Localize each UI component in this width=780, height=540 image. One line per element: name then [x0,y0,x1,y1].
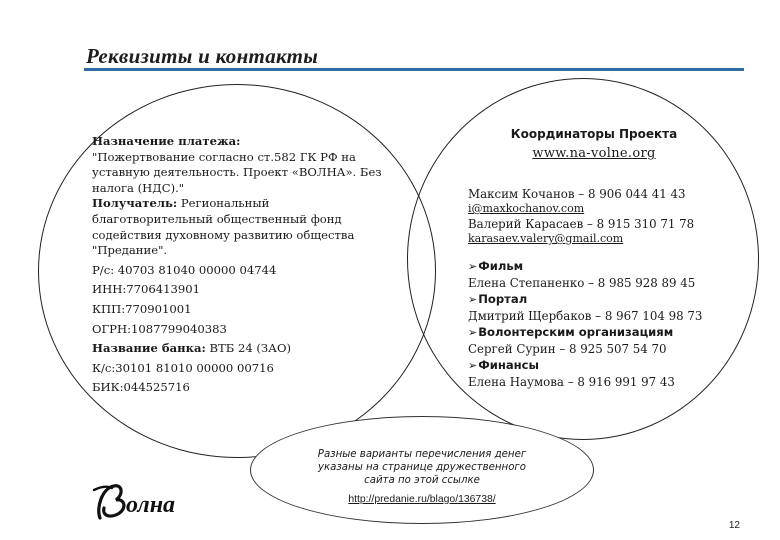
section-heading: ➢Фильм [468,259,524,273]
section-person: Сергей Сурин – 8 925 507 54 70 [468,342,667,356]
logo-wordmark: олна [126,492,176,518]
contact-email-link[interactable]: i@maxkochanov.com [468,202,585,215]
corr-account: К/с:30101 81010 00000 00716 [92,360,274,375]
recipient-label: Получатель: [92,196,178,211]
coordinators-list [468,186,738,390]
section-heading: ➢Волонтерским организациям [468,325,674,339]
page-number: 12 [728,520,740,531]
contact-name: Валерий Карасаев – 8 915 310 71 78 [468,217,695,231]
page-title: Реквизиты и контакты [86,44,319,68]
logo-graphic [92,478,202,526]
recipient-value: Региональный благотворительный общественный фонд содействия духовному развитию общества "Предание". [92,196,355,258]
section-person: Елена Наумова – 8 916 991 97 43 [468,375,675,389]
ogrn: ОГРН:1087799040383 [92,321,227,336]
account-number: Р/с: 40703 81040 00000 04744 [92,262,277,277]
purpose-value: "Пожертвование согласно ст.582 ГК РФ на уставную деятельность. Проект «ВОЛНА». Без налога (НДС)." [92,149,382,195]
coordinators-heading: Координаторы Проекта [510,127,678,141]
inn: ИНН:7706413901 [92,282,201,297]
contact-name: Максим Кочанов – 8 906 044 41 43 [468,187,686,201]
bik: БИК:044525716 [92,380,190,395]
section-heading: ➢Финансы [468,358,540,372]
section-heading: ➢Портал [468,292,528,306]
arrow-icon: ➢ [468,260,478,273]
kpp: КПП:770901001 [92,301,192,316]
purpose-label: Назначение платежа: [92,134,241,148]
project-site-link[interactable]: www.na-volne.org [532,146,656,161]
section-person: Дмитрий Щербаков – 8 967 104 98 73 [468,309,703,323]
arrow-icon: ➢ [468,326,478,339]
arrow-icon: ➢ [468,293,478,306]
bank-value: ВТБ 24 (ЗАО) [209,341,291,356]
note-link[interactable]: http://predanie.ru/blago/136738/ [348,494,496,505]
bank-label: Название банка: [92,341,206,356]
section-person: Елена Степаненко – 8 985 928 89 45 [468,276,696,290]
contact-email-link[interactable]: karasaev.valery@gmail.com [468,232,624,245]
volna-logo [92,478,202,530]
arrow-icon: ➢ [468,359,478,372]
payment-details [92,134,382,396]
note-text: Разные варианты перечисления денег указаны на странице дружественного сайта по этой ссылке [317,449,527,486]
title-underline [84,68,744,71]
